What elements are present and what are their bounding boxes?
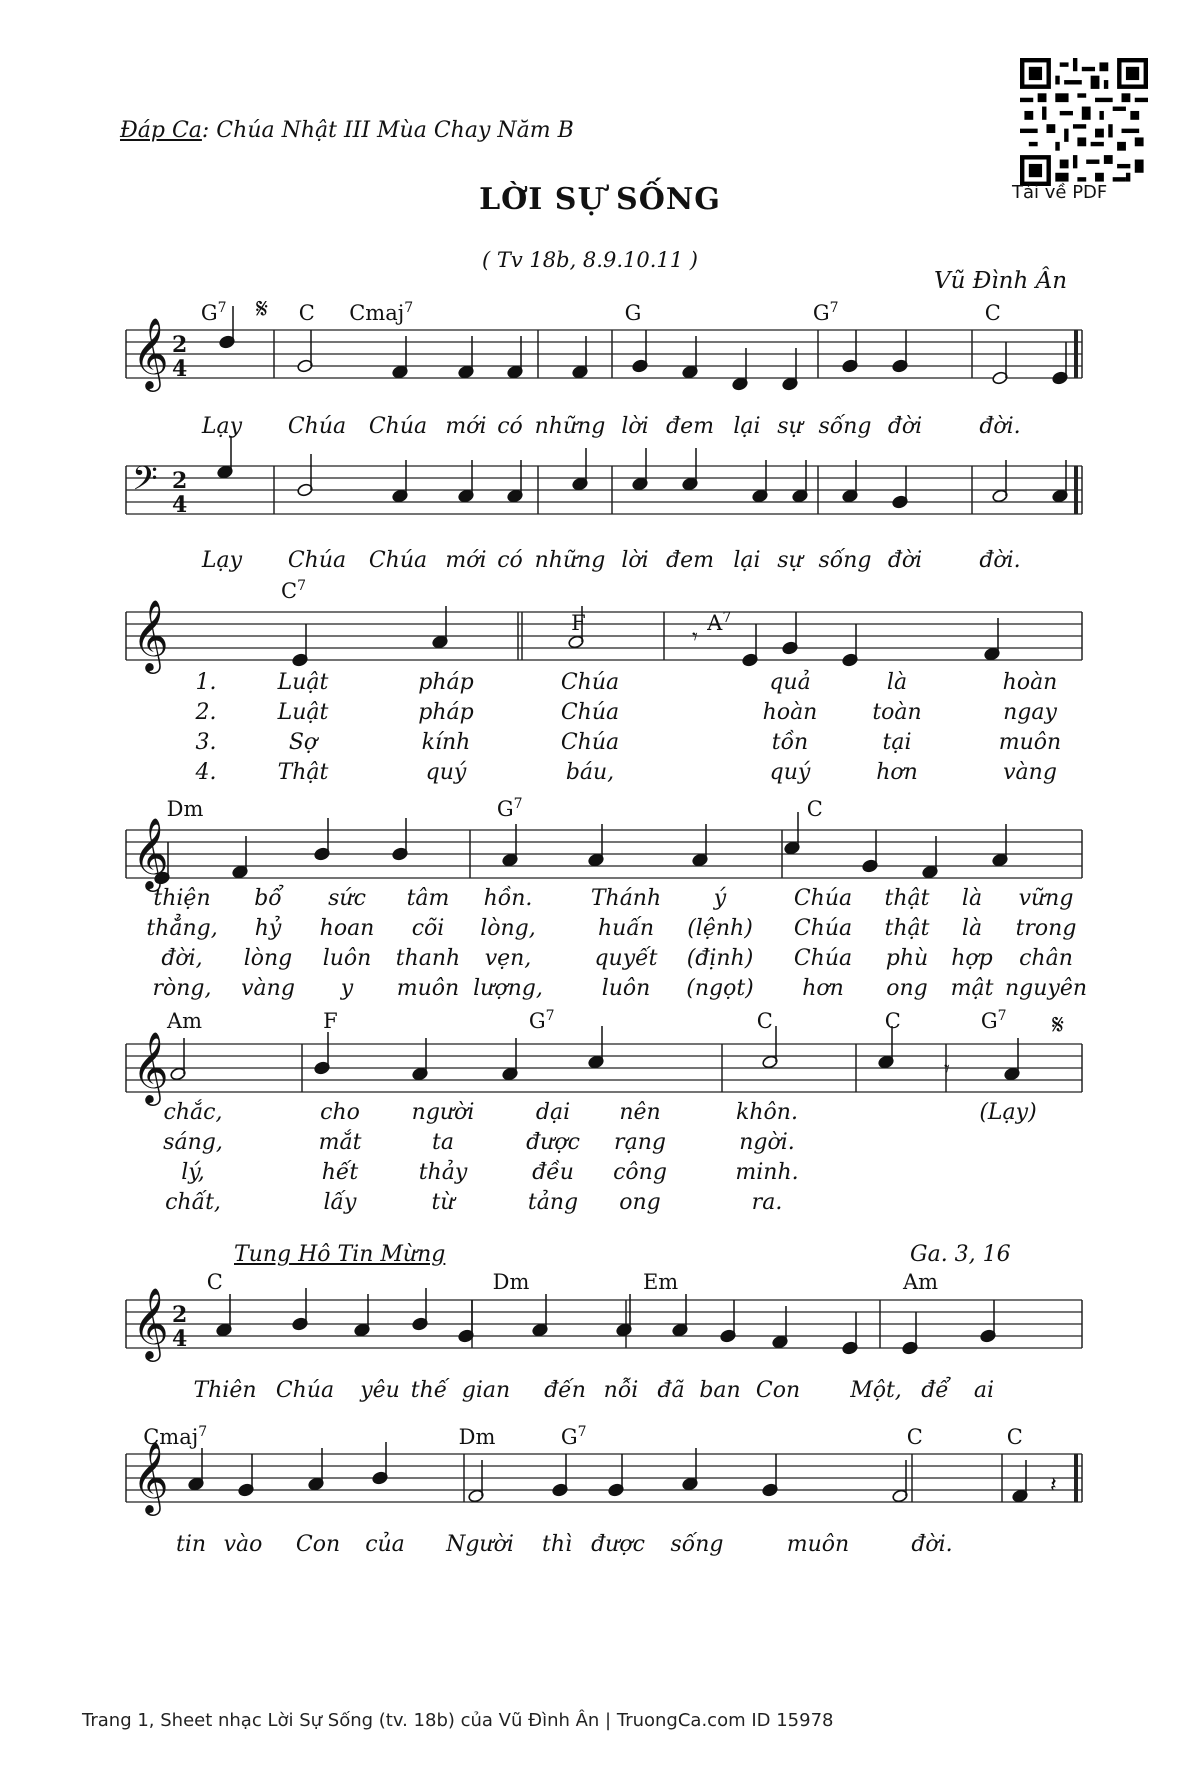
header-occasion-text: : Chúa Nhật III Mùa Chay Năm B xyxy=(201,118,574,143)
chord: C xyxy=(906,1425,923,1449)
chord: C xyxy=(206,1270,223,1294)
song-title: LỜI SỰ SỐNG xyxy=(479,182,721,217)
chord: F xyxy=(571,611,586,635)
chord: C xyxy=(984,301,1001,325)
page-footer: Trang 1, Sheet nhạc Lời Sự Sống (tv. 18b) của Vũ Đình Ân | TruongCa.com ID 15978 xyxy=(82,1710,834,1731)
header-prefix: Đáp Ca xyxy=(120,118,202,143)
rest-icon: 𝄾 xyxy=(944,1057,950,1082)
time-signature: 2 xyxy=(172,468,188,494)
composer: Vũ Đình Ân xyxy=(934,268,1068,294)
segno-icon: 𝄋 xyxy=(1052,1008,1065,1041)
treble-clef-icon: 𝄞 xyxy=(132,1440,169,1513)
chord: Am xyxy=(902,1270,939,1294)
chord: Em xyxy=(642,1270,679,1294)
download-pdf-label[interactable]: Tải về PDF xyxy=(1012,182,1108,203)
chord: Am xyxy=(166,1009,203,1033)
time-signature: 4 xyxy=(172,1326,188,1352)
chord: $G^7$ xyxy=(980,1008,1007,1033)
bass-clef-icon: 𝄢 xyxy=(132,460,158,506)
chord: C xyxy=(756,1009,773,1033)
treble-clef-icon: 𝄞 xyxy=(132,598,169,671)
chord: $G^7$ xyxy=(812,300,839,325)
chord: $C^7$ xyxy=(281,578,306,603)
chord: F xyxy=(323,1009,338,1033)
gospel-reference: Ga. 3, 16 xyxy=(910,1242,1011,1267)
chord: C xyxy=(298,301,315,325)
chord: Cmaj$^7$ xyxy=(143,1424,208,1449)
chord: C xyxy=(884,1009,901,1033)
time-signature: 2 xyxy=(172,332,188,358)
rest-icon: 𝄾 xyxy=(692,625,698,650)
chord: Cmaj$^7$ xyxy=(349,300,414,325)
rest-icon: 𝄽 xyxy=(1050,1473,1057,1498)
chord: G xyxy=(624,301,642,325)
psalm-reference: ( Tv 18b, 8.9.10.11 ) xyxy=(482,248,698,272)
gospel-section-title: Tung Hô Tin Mừng xyxy=(234,1242,446,1267)
chord: $G^7$ xyxy=(200,300,227,325)
chord: C xyxy=(806,797,823,821)
treble-clef-icon: 𝄞 xyxy=(132,1286,169,1359)
time-signature: 2 xyxy=(172,1302,188,1328)
chord: C xyxy=(1006,1425,1023,1449)
chord: $G^7$ xyxy=(560,1424,587,1449)
treble-clef-icon: 𝄞 xyxy=(132,816,169,889)
time-signature: 4 xyxy=(172,492,188,518)
chord: $G^7$ xyxy=(496,796,523,821)
treble-clef-icon: 𝄞 xyxy=(132,316,169,389)
time-signature: 4 xyxy=(172,356,188,382)
chord: Dm xyxy=(458,1425,496,1449)
chord: Dm xyxy=(166,797,204,821)
segno-icon: 𝄋 xyxy=(256,292,269,325)
chord: Dm xyxy=(492,1270,530,1294)
chord: $A^7$ xyxy=(707,610,732,635)
treble-clef-icon: 𝄞 xyxy=(132,1030,169,1103)
chord: $G^7$ xyxy=(528,1008,555,1033)
